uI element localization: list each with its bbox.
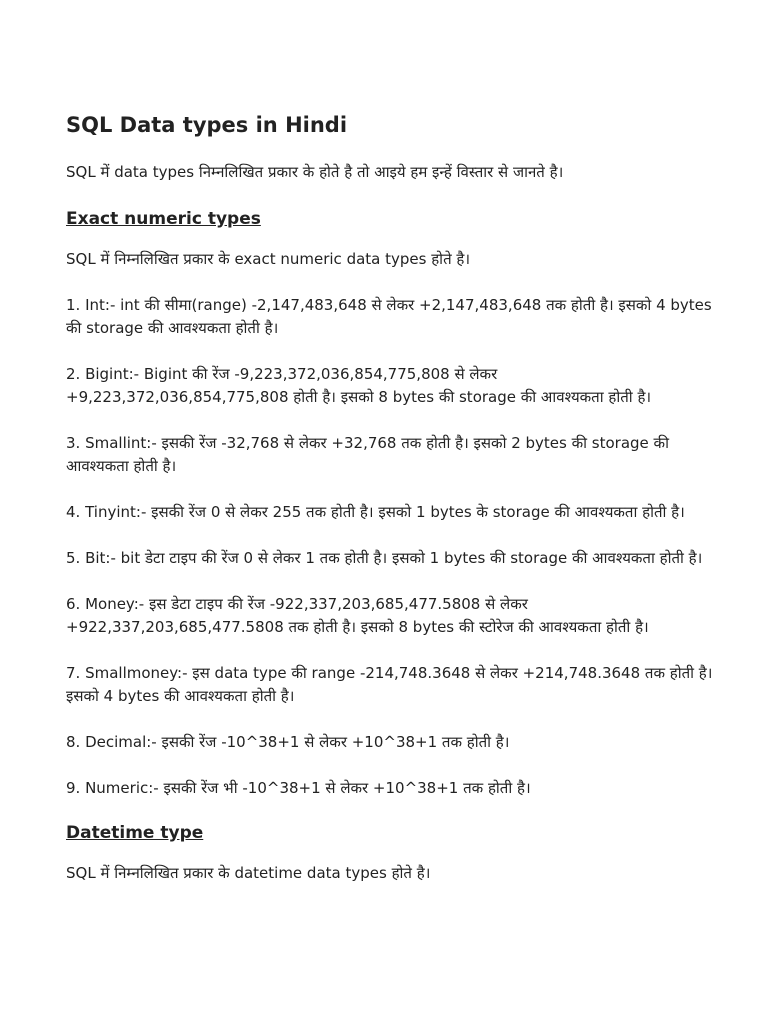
document-page bbox=[66, 108, 716, 908]
page-title: SQL Data types in Hindi bbox=[66, 113, 348, 137]
list-item: 4. Tinyint:- इसकी रेंज 0 से लेकर 255 तक होती है। इसको 1 bytes के storage की आवश्यकता होती है। bbox=[66, 503, 685, 521]
section-heading: Exact numeric types bbox=[66, 209, 261, 229]
section-heading: Datetime type bbox=[66, 823, 204, 843]
list-item: 1. Int:- int की सीमा(range) -2,147,483,648 से लेकर +2,147,483,648 तक होती है। इसको 4 bytes की storage की आवश्यकता होती है। bbox=[66, 296, 712, 337]
section-exact-numeric bbox=[66, 206, 716, 800]
section-datetime bbox=[66, 820, 716, 885]
section-intro: SQL में निम्नलिखित प्रकार के datetime data types होते है। bbox=[66, 864, 431, 882]
list-item: 3. Smallint:- इसकी रेंज -32,768 से लेकर +32,768 तक होती है। इसको 2 bytes की storage की आवश्यकता होती है। bbox=[66, 434, 669, 475]
list-item: 8. Decimal:- इसकी रेंज -10^38+1 से लेकर +10^38+1 तक होती है। bbox=[66, 733, 510, 751]
section-intro: SQL में निम्नलिखित प्रकार के exact numeric data types होते है। bbox=[66, 250, 471, 268]
list-item: 2. Bigint:- Bigint की रेंज -9,223,372,036,854,775,808 से लेकर +9,223,372,036,854,775,808 होती है। इसको 8 bytes की storage की आवश्यकता होती है। bbox=[66, 365, 652, 406]
list-item: 5. Bit:- bit डेटा टाइप की रेंज 0 से लेकर 1 तक होती है। इसको 1 bytes की storage की आवश्यकता होती है। bbox=[66, 549, 703, 567]
list-item: 6. Money:- इस डेटा टाइप की रेंज -922,337,203,685,477.5808 से लेकर +922,337,203,685,477.5808 तक होती है। इसको 8 bytes की स्टोरेज की आवश्यकता होती है। bbox=[66, 595, 649, 636]
list-item: 7. Smallmoney:- इस data type की range -214,748.3648 से लेकर +214,748.3648 तक होती है। इसको 4 bytes की आवश्यकता होती है। bbox=[66, 664, 713, 705]
list-item: 9. Numeric:- इसकी रेंज भी -10^38+1 से लेकर +10^38+1 तक होती है। bbox=[66, 779, 531, 797]
intro-paragraph: SQL में data types निम्नलिखित प्रकार के होते है तो आइये हम इन्हें विस्तार से जानते है। bbox=[66, 163, 564, 181]
